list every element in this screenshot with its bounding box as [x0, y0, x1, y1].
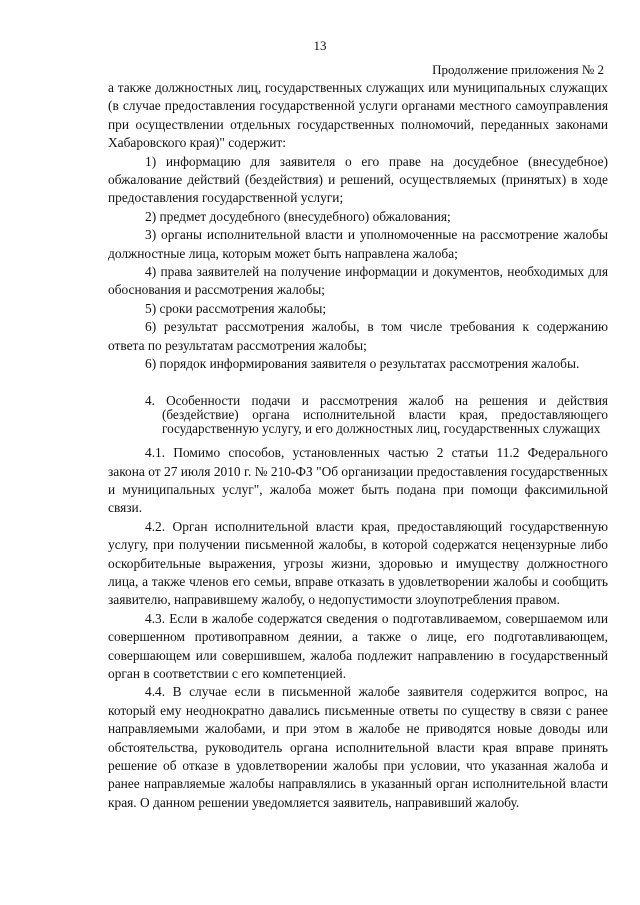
document-body — [108, 79, 608, 812]
section-paragraph: 4.2. Орган исполнительной власти края, предоставляющий государственную услугу, при получении письменной жалобы, в которой содержатся нецензурные либо оскорбительные выражения, угрозы жизни, здоровью и имуществу должностного лица, а также членов его семьи, вправе отказать в удовлетворении жалобы и сообщить заявителю, направившему жалобу, о недопустимости злоупотребления правом. — [108, 518, 608, 608]
list-item: 1) информацию для заявителя о его праве на досудебное (внесудебное) обжалование действий (бездействия) и решений, осуществляемых (принятых) в ходе предоставления государственной услуги; — [108, 153, 608, 206]
page-number: 13 — [313, 38, 327, 53]
section-paragraph: 4.1. Помимо способов, установленных частью 2 статьи 11.2 Федерального закона от 27 июля 2010 г. № 210-ФЗ "Об организации предоставления государственных и муниципальных услуг", жалоба может быть подана при помощи факсимильной связи. — [108, 445, 608, 516]
paragraph: а также должностных лиц, государственных служащих или муниципальных служащих (в случае предоставления государственной услуги органами местного самоуправления при осуществлении отдельных государственных полномочий, переданных законами Хабаровского края)" содержит: — [108, 80, 608, 151]
list-item: 6) порядок информирования заявителя о результатах рассмотрения жалобы. — [145, 356, 580, 372]
list-item: 2) предмет досудебного (внесудебного) обжалования; — [145, 208, 451, 224]
list-item: 6) результат рассмотрения жалобы, в том числе требования к содержанию ответа по результатам рассмотрения жалобы; — [108, 319, 608, 353]
continuation-label: Продолжение приложения № 2 — [432, 62, 604, 77]
section-paragraph: 4.3. Если в жалобе содержатся сведения о подготавливаемом, совершаемом или совершенном противоправном деянии, а также о лице, его подготавливающем, совершающем или совершившем, жалоба подлежит направлению в государственный орган в соответствии с его компетенцией. — [108, 610, 608, 681]
list-item: 3) органы исполнительной власти и уполномоченные на рассмотрение жалобы должностные лица, которым может быть направлена жалоба; — [108, 227, 608, 261]
list-item: 4) права заявителей на получение информации и документов, необходимых для обоснования и рассмотрения жалобы; — [108, 264, 608, 298]
section-paragraph: 4.4. В случае если в письменной жалобе заявителя содержится вопрос, на который ему неоднократно давались письменные ответы по существу в связи с ранее направляемыми жалобами, и при этом в жалобе не приводятся новые доводы или обстоятельства, руководитель органа исполнительной власти края вправе принять решение об отказе в удовлетворении жалобы при условии, что указанная жалоба и ранее направляемые жалобы направлялись в указанный орган исполнительной власти края. О данном решении уведомляется заявитель, направивший жалобу. — [108, 684, 608, 810]
section-title: 4. Особенности подачи и рассмотрения жалоб на решения и действия (бездействие) органа исполнительной власти края, предоставляющего государственную услугу, и его должностных лиц, государственных служащих — [145, 392, 608, 436]
list-item: 5) сроки рассмотрения жалобы; — [145, 300, 327, 316]
